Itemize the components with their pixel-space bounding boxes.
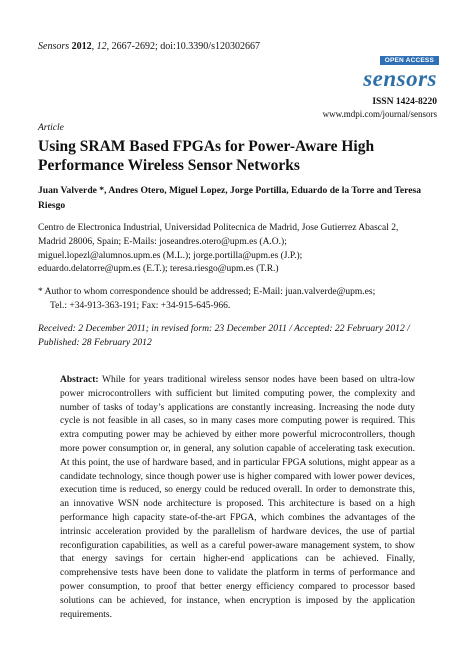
open-access-badge: OPEN ACCESS <box>380 56 439 65</box>
author-list: Juan Valverde *, Andres Otero, Miguel Lopez, Jorge Portilla, Eduardo de la Torre and Teresa Riesgo <box>38 185 422 211</box>
abstract <box>60 374 415 622</box>
citation-volume: 12 <box>96 41 107 52</box>
affiliation <box>38 222 438 277</box>
correspondence-line: Tel.: +34-913-363-191; Fax: +34-915-645-966. <box>50 300 231 311</box>
dates-line: Received: 2 December 2011; in revised form: 23 December 2011 / Accepted: 22 February 2012 / <box>38 323 410 334</box>
article-type: Article <box>38 123 64 133</box>
affiliation-line: miguel.lopezl@alumnos.upm.es (M.L.); jorge.portilla@upm.es (J.P.); <box>38 250 303 261</box>
issn: ISSN 1424-8220 <box>372 97 437 107</box>
affiliation-line: eduardo.delatorre@upm.es (E.T.); teresa.riesgo@upm.es (T.R.) <box>38 264 279 275</box>
correspondence <box>38 286 438 313</box>
citation-pages-doi: , 2667-2692; doi:10.3390/s120302667 <box>106 41 260 52</box>
publication-dates <box>38 322 438 350</box>
correspondence-line: * Author to whom correspondence should be addressed; E-Mail: juan.valverde@upm.es; <box>38 287 376 297</box>
dates-line: Published: 28 February 2012 <box>38 336 152 348</box>
journal-logo: sensors <box>363 66 437 91</box>
affiliation-line: Centro de Electronica Industrial, Universidad Politecnica de Madrid, Jose Gutierrez Abascal 2, <box>38 223 399 233</box>
paper-title: Using SRAM Based FPGAs for Power-Aware High Performance Wireless Sensor Networks <box>38 138 375 174</box>
abstract-label: Abstract: <box>60 375 99 385</box>
affiliation-line: Madrid 28006, Spain; E-Mails: joseandres.otero@upm.es (A.O.); <box>38 236 287 247</box>
journal-cite: Sensors <box>38 41 70 52</box>
journal-url[interactable]: www.mdpi.com/journal/sensors <box>322 109 437 119</box>
citation-year: 2012 <box>71 41 92 52</box>
abstract-text: While for years traditional wireless sensor nodes have been based on ultra-low power microcontrollers with sufficient but limited computing power, the complexity and number of tasks of today’s applications are constantly increasing. Increasing the node duty cycle is not feasible in all cases, so in many cases more computing power is required. This extra computing power may be achieved by either more powerful microcontrollers, though more power consumption or, in general, any solution capable of accelerating task execution. At this point, the use of hardware based, and in particular FPGA solutions, might appear as a candidate technology, since though power use is higher compared with lower power devices, execution time is reduced, so energy could be reduced overall. In order to demonstrate this, an innovative WSN node architecture is proposed. This architecture is based on a high performance high capacity state-of-the-art FPGA, which combines the advantages of the intrinsic acceleration provided by the parallelism of hardware devices, the use of partial reconfiguration capabilities, as well as a careful power-aware management system, to show that energy savings for certain higher-end applications can be achieved. Finally, comprehensive tests have been done to validate the platform in terms of performance and power consumption, to proof that better energy efficiency compared to processor based solutions can be achieved, for instance, when encryption is imposed by the application requirements. <box>60 375 415 620</box>
citation-line: Sensors 2012, 12, 2667-2692; doi:10.3390/s120302667 <box>38 41 260 52</box>
